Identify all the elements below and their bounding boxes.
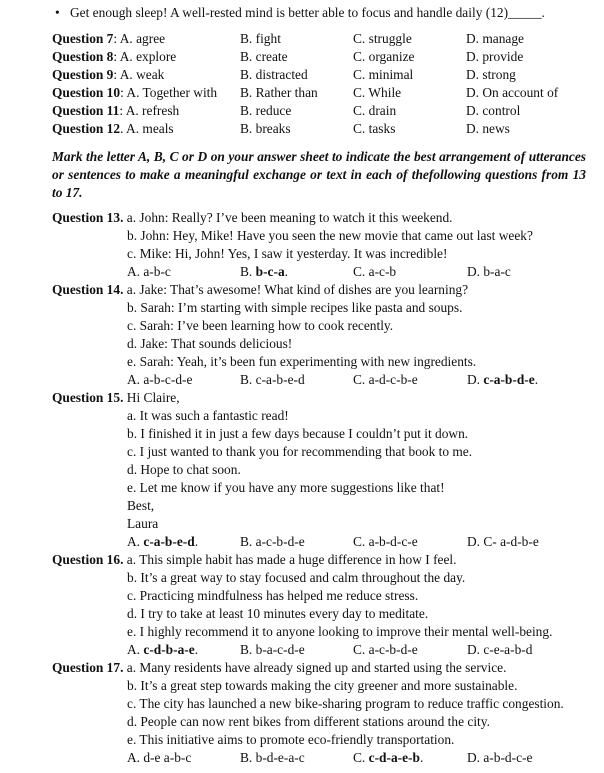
q13-option-c[interactable]: C. a-c-b: [353, 264, 397, 279]
q17-option-a[interactable]: A. d-e a-b-c: [127, 750, 192, 765]
option-a[interactable]: A. weak: [119, 67, 165, 82]
q15-line-c: c. I just wanted to thank you for recommending that book to me.: [127, 444, 473, 459]
q13-option-d[interactable]: D. b-a-c: [467, 264, 511, 279]
option-b[interactable]: B. Rather than: [240, 85, 318, 100]
fill-question-label-and-option-a: [52, 30, 165, 48]
q14-label: Question 14.: [52, 282, 124, 297]
q13-line-c: c. Mike: Hi, John! Yes, I saw it yesterday. It was incredible!: [127, 246, 448, 261]
q15-option-b[interactable]: B. a-c-b-d-e: [240, 534, 305, 549]
bullet-text: Get enough sleep! A well-rested mind is better able to focus and handle daily (12)_____.: [70, 5, 545, 20]
q13-line-a: a. John: Really? I’ve been meaning to watch it this weekend.: [126, 210, 453, 225]
q15-line-a: a. It was such a fantastic read!: [127, 408, 289, 423]
q15-label: Question 15.: [52, 390, 124, 405]
option-d[interactable]: D. On account of: [466, 85, 559, 100]
question-label: Question 12: [52, 121, 121, 136]
q16-row-a: [52, 551, 457, 569]
option-a[interactable]: A. refresh: [125, 103, 180, 118]
q16-line-e: e. I highly recommend it to anyone looking to improve their mental well-being.: [127, 624, 553, 639]
q17-line-b: b. It’s a great step towards making the city greener and more sustainable.: [127, 678, 518, 693]
fill-question-label-and-option-a: [52, 102, 179, 120]
option-c[interactable]: C. While: [353, 85, 402, 100]
option-b[interactable]: B. fight: [240, 31, 281, 46]
option-b[interactable]: B. create: [240, 49, 288, 64]
q16-option-d[interactable]: D. c-e-a-b-d: [467, 642, 533, 657]
q13-option-a[interactable]: A. a-b-c: [127, 264, 171, 279]
q16-line-c: c. Practicing mindfulness has helped me reduce stress.: [127, 588, 419, 603]
question-label: Question 9: [52, 67, 114, 82]
q15-signature: Laura: [127, 516, 159, 531]
q14-line-c: c. Sarah: I’ve been learning how to cook recently.: [127, 318, 394, 333]
q14-option-b[interactable]: B. c-a-b-e-d: [240, 372, 305, 387]
bullet-sentence: [55, 4, 545, 22]
option-b[interactable]: B. reduce: [240, 103, 292, 118]
q14-line-e: e. Sarah: Yeah, it’s been fun experimenting with new ingredients.: [127, 354, 477, 369]
option-a[interactable]: A. explore: [119, 49, 177, 64]
q17-option-c[interactable]: C. c-d-a-e-b.: [353, 750, 424, 765]
fill-question-label-and-option-a: [52, 66, 164, 84]
q14-row-a: [52, 281, 468, 299]
option-d[interactable]: D. manage: [466, 31, 525, 46]
option-c[interactable]: C. minimal: [353, 67, 414, 82]
q16-option-a[interactable]: A. c-d-b-a-e.: [127, 642, 199, 657]
q17-line-a: a. Many residents have already signed up and started using the service.: [126, 660, 507, 675]
fill-question-label-and-option-a: [52, 120, 174, 138]
label-separator: :: [120, 85, 127, 100]
q15-option-a[interactable]: A. c-a-b-e-d.: [127, 534, 199, 549]
q13-option-b[interactable]: B. b-c-a.: [240, 264, 289, 279]
q14-line-a: a. Jake: That’s awesome! What kind of dishes are you learning?: [126, 282, 469, 297]
option-d[interactable]: D. control: [466, 103, 521, 118]
q17-line-e: e. This initiative aims to promote eco-friendly transportation.: [127, 732, 455, 747]
option-a[interactable]: A. agree: [119, 31, 166, 46]
q14-option-c[interactable]: C. a-d-c-b-e: [353, 372, 418, 387]
q13-line-b: b. John: Hey, Mike! Have you seen the new movie that came out last week?: [127, 228, 533, 243]
q16-line-b: b. It’s a great way to stay focused and calm throughout the day.: [127, 570, 466, 585]
option-b[interactable]: B. breaks: [240, 121, 291, 136]
option-c[interactable]: C. drain: [353, 103, 397, 118]
question-label: Question 10: [52, 85, 121, 100]
fill-question-label-and-option-a: [52, 84, 217, 102]
q13-label: Question 13.: [52, 210, 124, 225]
q15-option-c[interactable]: C. a-b-d-c-e: [353, 534, 418, 549]
question-label: Question 7: [52, 31, 114, 46]
q15-line-b: b. I finished it in just a few days because I couldn’t put it down.: [127, 426, 469, 441]
question-label: Question 11: [52, 103, 120, 118]
q17-label: Question 17.: [52, 660, 124, 675]
q14-option-a[interactable]: A. a-b-c-d-e: [127, 372, 193, 387]
question-label: Question 8: [52, 49, 114, 64]
q15-row-greeting: [52, 389, 180, 407]
q17-row-a: [52, 659, 506, 677]
option-d[interactable]: D. strong: [466, 67, 516, 82]
q16-label: Question 16.: [52, 552, 124, 567]
label-separator: :: [113, 31, 120, 46]
option-c[interactable]: C. organize: [353, 49, 415, 64]
label-separator: .: [120, 121, 127, 136]
q17-option-d[interactable]: D. a-b-d-c-e: [467, 750, 533, 765]
label-separator: :: [113, 67, 120, 82]
q16-line-a: a. This simple habit has made a huge difference in how I feel.: [126, 552, 457, 567]
option-a[interactable]: A. meals: [126, 121, 174, 136]
label-separator: :: [113, 49, 120, 64]
label-separator: :: [119, 103, 126, 118]
q15-line-d: d. Hope to chat soon.: [127, 462, 241, 477]
option-c[interactable]: C. struggle: [353, 31, 412, 46]
q17-line-c: c. The city has launched a new bike-sharing program to reduce traffic congestion.: [127, 696, 564, 711]
instruction-text: Mark the letter A, B, C or D on your answer sheet to indicate the best arrangement of utterances or sentences to make a meaningful exchange or text in each of thefollowing questions from 13 to 17.: [52, 149, 586, 200]
option-d[interactable]: D. news: [466, 121, 510, 136]
option-b[interactable]: B. distracted: [240, 67, 308, 82]
fill-question-label-and-option-a: [52, 48, 176, 66]
q17-option-b[interactable]: B. b-d-e-a-c: [240, 750, 305, 765]
q14-option-d[interactable]: D. c-a-b-d-e.: [467, 372, 539, 387]
q15-greeting: Hi Claire,: [126, 390, 180, 405]
option-c[interactable]: C. tasks: [353, 121, 396, 136]
q15-line-e: e. Let me know if you have any more suggestions like that!: [127, 480, 445, 495]
q15-option-d[interactable]: D. C- a-d-b-e: [467, 534, 539, 549]
q14-line-d: d. Jake: That sounds delicious!: [127, 336, 293, 351]
bullet-dot-icon: •: [55, 5, 60, 20]
option-d[interactable]: D. provide: [466, 49, 524, 64]
q14-line-b: b. Sarah: I’m starting with simple recipes like pasta and soups.: [127, 300, 463, 315]
q16-option-b[interactable]: B. b-a-c-d-e: [240, 642, 305, 657]
q16-line-d: d. I try to take at least 10 minutes every day to meditate.: [127, 606, 429, 621]
q13-row-a: [52, 209, 453, 227]
q17-line-d: d. People can now rent bikes from different stations around the city.: [127, 714, 490, 729]
q16-option-c[interactable]: C. a-c-b-d-e: [353, 642, 418, 657]
option-a[interactable]: A. Together with: [126, 85, 218, 100]
q15-closing: Best,: [127, 498, 155, 513]
